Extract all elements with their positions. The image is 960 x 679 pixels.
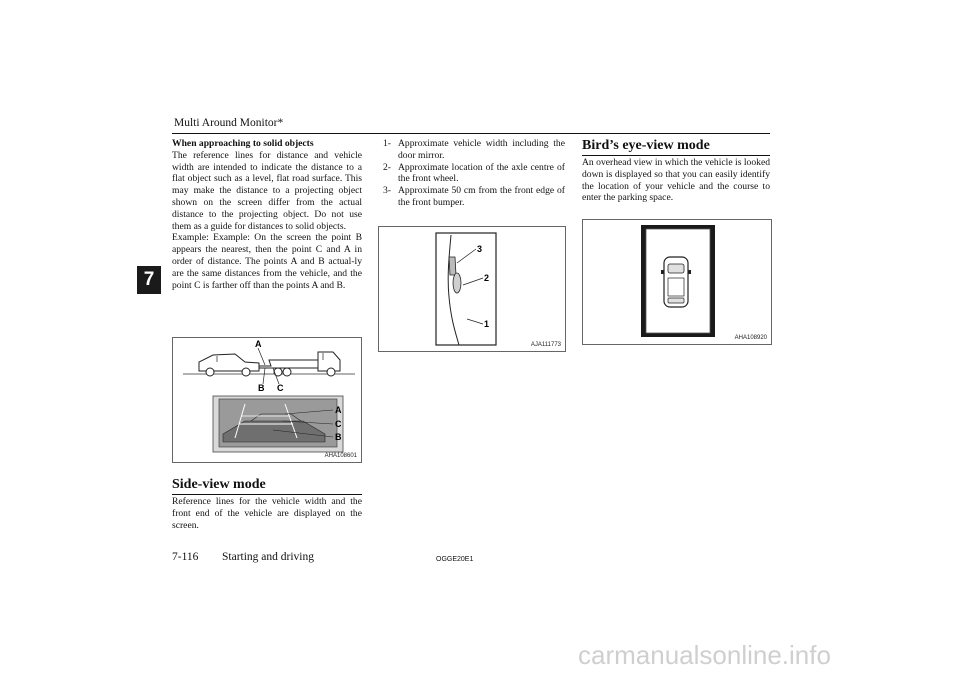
list-text: Approximate 50 cm from the front edge of the front bumper. bbox=[398, 185, 565, 208]
column-2 bbox=[383, 138, 565, 209]
label-a-right: A bbox=[335, 405, 342, 415]
list-item bbox=[383, 162, 565, 186]
side-view-body: Reference lines for the vehicle width and the front end of the vehicle are displayed on the screen. bbox=[172, 496, 362, 531]
footer-page-number: 7-116 bbox=[172, 551, 199, 563]
list-text: Approximate location of the axle centre of the front wheel. bbox=[398, 161, 565, 185]
label-3: 3 bbox=[477, 244, 483, 254]
figure-code: AHA108601 bbox=[324, 453, 357, 459]
header-rule bbox=[172, 133, 770, 134]
reference-line-list bbox=[383, 138, 565, 209]
page-header-title: Multi Around Monitor* bbox=[174, 117, 284, 129]
label-2: 2 bbox=[484, 273, 490, 283]
birds-eye-svg bbox=[583, 220, 771, 344]
list-number: 2- bbox=[383, 161, 391, 173]
solid-objects-example: Example: Example: On the screen the point B appears the nearest, then the point C and A in order of distance. The points A and B actual-ly are the same distances from the vehicle, and the point C is farther off than the points A and B. bbox=[172, 232, 362, 291]
birds-eye-title: Bird’s eye-view mode bbox=[582, 138, 770, 156]
figure-code: AHA108920 bbox=[734, 335, 767, 341]
label-b-right: B bbox=[335, 432, 342, 442]
label-c-right: C bbox=[335, 419, 342, 429]
watermark-text: carmanualsonline.info bbox=[578, 640, 831, 670]
solid-objects-body: The reference lines for distance and vehicle width are intended to indicate the distance to a flat object such as a level, flat road surface. This may make the distance to a projecting object shown on the screen differ from the actual distance to the projecting object. Do not use them as a guide for distances to solid objects. bbox=[172, 149, 362, 232]
list-text: Approximate vehicle width including the door mirror. bbox=[398, 138, 565, 161]
list-number: 1- bbox=[383, 138, 391, 149]
chapter-tab: 7 bbox=[137, 266, 161, 294]
birds-eye-body: An overhead view in which the vehicle is looked down is displayed so that you can easily identify the location of your vehicle and the course to enter the parking space. bbox=[582, 157, 770, 204]
figure-code: AJA111773 bbox=[530, 342, 561, 348]
column-1 bbox=[172, 138, 362, 291]
label-1: 1 bbox=[484, 319, 490, 329]
label-a-top: A bbox=[255, 339, 262, 349]
footer-doc-code: OGGE20E1 bbox=[436, 556, 474, 563]
label-b: B bbox=[258, 383, 265, 393]
label-c: C bbox=[277, 383, 284, 393]
list-item bbox=[383, 138, 565, 162]
side-view-title: Side-view mode bbox=[172, 477, 362, 495]
footer-chapter-name: Starting and driving bbox=[222, 551, 314, 563]
figure-birds-eye bbox=[582, 219, 772, 345]
figure-side-view bbox=[378, 226, 566, 352]
figure-distance-illustration bbox=[172, 337, 362, 463]
solid-objects-heading: When approaching to solid objects bbox=[172, 138, 314, 149]
distance-illustration-svg bbox=[173, 338, 361, 462]
list-item bbox=[383, 185, 565, 209]
side-view-svg bbox=[379, 227, 565, 351]
list-number: 3- bbox=[383, 185, 391, 197]
